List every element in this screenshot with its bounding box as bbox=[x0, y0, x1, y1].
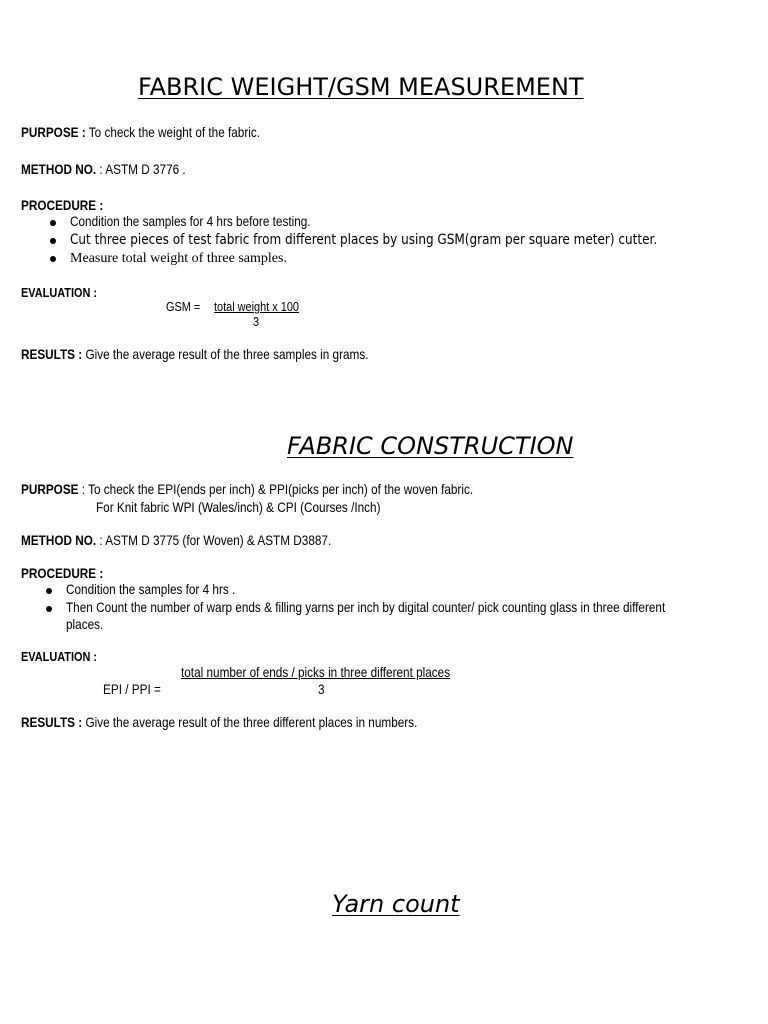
procedure-item-2-continued: places. bbox=[66, 616, 104, 632]
section1-results bbox=[21, 346, 369, 362]
list-item bbox=[66, 599, 768, 616]
method-text: : ASTM D 3775 (for Woven) & ASTM D3887. bbox=[96, 532, 332, 548]
list-item bbox=[70, 213, 753, 231]
section2-purpose-line2: For Knit fabric WPI (Wales/inch) & CPI (Courses /Inch) bbox=[96, 499, 381, 515]
purpose-sep: : bbox=[78, 124, 86, 140]
section2-formula-lhs: EPI / PPI = bbox=[103, 681, 161, 697]
purpose-text: To check the EPI(ends per inch) & PPI(picks per inch) of the woven fabric. bbox=[85, 481, 474, 497]
procedure-item-1: Condition the samples for 4 hrs before testing. bbox=[70, 213, 311, 229]
section2-procedure-label: PROCEDURE : bbox=[21, 565, 104, 581]
results-label: RESULTS : bbox=[21, 714, 83, 730]
method-text: : ASTM D 3776 . bbox=[96, 161, 186, 177]
section1-evaluation-label: EVALUATION : bbox=[21, 285, 98, 300]
section1-purpose bbox=[21, 124, 260, 140]
section2-formula-numerator: total number of ends / picks in three different places bbox=[181, 664, 451, 680]
results-label: RESULTS : bbox=[21, 346, 83, 362]
section3-title: Yarn count bbox=[332, 890, 460, 918]
purpose-sep: : bbox=[78, 481, 86, 497]
purpose-label: PURPOSE bbox=[21, 481, 79, 497]
bullet-icon bbox=[50, 238, 56, 244]
list-item bbox=[70, 231, 753, 249]
section1-formula-denominator: 3 bbox=[253, 314, 260, 329]
procedure-item-2: Cut three pieces of test fabric from different places by using GSM(gram per square meter) cutter. bbox=[70, 232, 658, 248]
list-item-continuation bbox=[66, 616, 768, 634]
results-text: Give the average result of the three different places in numbers. bbox=[82, 714, 418, 730]
bullet-icon bbox=[50, 256, 56, 262]
purpose-label: PURPOSE bbox=[21, 124, 79, 140]
procedure-item-2: Then Count the number of warp ends & filling yarns per inch by digital counter/ pick counting glass in three different bbox=[66, 599, 666, 615]
list-item bbox=[66, 581, 768, 599]
method-label: METHOD NO. bbox=[21, 161, 97, 177]
section2-formula-denominator: 3 bbox=[318, 681, 325, 697]
list-item bbox=[70, 249, 753, 267]
section1-procedure-label: PROCEDURE : bbox=[21, 197, 104, 213]
purpose-text: To check the weight of the fabric. bbox=[85, 124, 261, 140]
section1-title: FABRIC WEIGHT/GSM MEASUREMENT bbox=[138, 73, 584, 101]
section1-formula-lhs: GSM = bbox=[166, 299, 201, 314]
bullet-icon bbox=[46, 606, 52, 612]
section2-evaluation-label: EVALUATION : bbox=[21, 649, 98, 664]
section1-formula-numerator: total weight x 100 bbox=[214, 299, 299, 314]
section1-method bbox=[21, 161, 186, 177]
section2-results bbox=[21, 714, 417, 730]
results-text: Give the average result of the three samples in grams. bbox=[82, 346, 369, 362]
bullet-icon bbox=[50, 220, 56, 226]
section2-title: FABRIC CONSTRUCTION bbox=[287, 432, 574, 460]
method-label: METHOD NO. bbox=[21, 532, 97, 548]
procedure-item-1: Condition the samples for 4 hrs . bbox=[66, 581, 236, 597]
section2-method bbox=[21, 532, 331, 548]
procedure-item-3: Measure total weight of three samples. bbox=[70, 251, 287, 266]
section2-procedure-list bbox=[66, 581, 768, 634]
bullet-icon bbox=[46, 588, 52, 594]
section1-procedure-list bbox=[70, 213, 753, 267]
section2-purpose bbox=[21, 481, 473, 497]
